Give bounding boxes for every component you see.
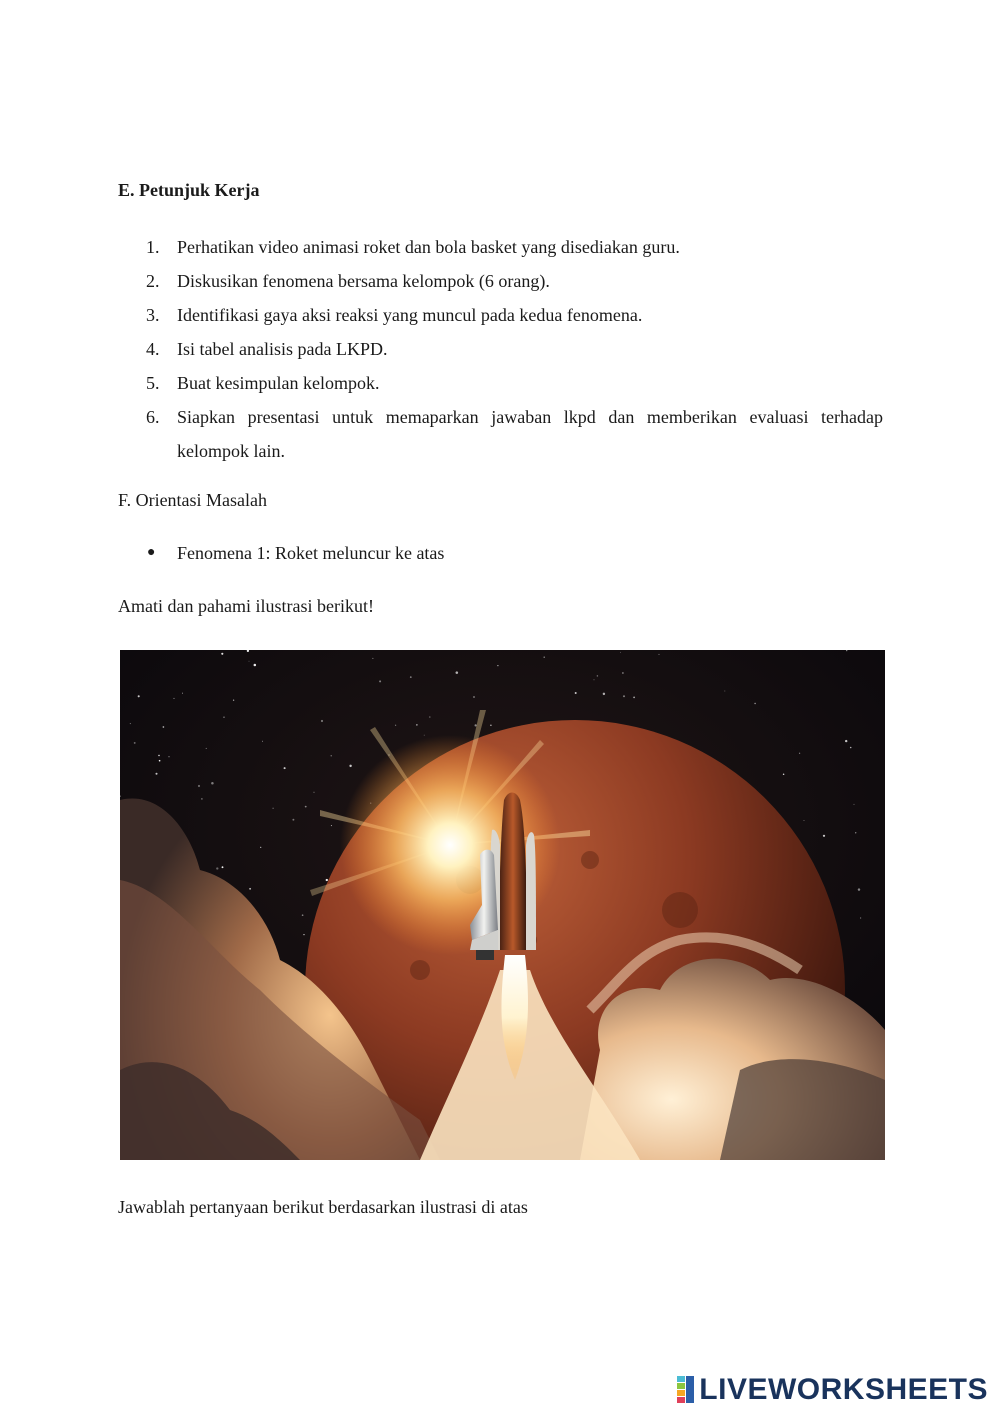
- rocket-launch-illustration: [120, 650, 885, 1160]
- star: [159, 760, 161, 762]
- list-item-text: Diskusikan fenomena bersama kelompok (6 orang).: [177, 271, 550, 291]
- section-heading-petunjuk-kerja: E. Petunjuk Kerja: [118, 180, 260, 200]
- star: [134, 742, 136, 744]
- star: [292, 819, 294, 821]
- liveworksheets-wordmark: LIVEWORKSHEETS: [699, 1373, 988, 1406]
- star: [854, 804, 855, 805]
- star: [284, 767, 286, 769]
- list-item: [118, 332, 883, 366]
- star: [850, 747, 852, 749]
- star: [303, 934, 304, 935]
- list-item-text: Identifikasi gaya aksi reaksi yang muncul pada kedua fenomena.: [177, 305, 643, 325]
- star: [249, 888, 251, 890]
- phenomena-list: [118, 540, 883, 566]
- star: [321, 720, 323, 722]
- section-heading-orientasi-masalah: F. Orientasi Masalah: [118, 490, 268, 510]
- star: [260, 847, 261, 848]
- star: [575, 692, 577, 694]
- rocket-launch-image: [120, 650, 885, 1160]
- star: [130, 723, 131, 724]
- star: [410, 676, 412, 678]
- star: [198, 785, 200, 787]
- star: [211, 782, 214, 785]
- star: [201, 798, 203, 800]
- star: [331, 825, 332, 826]
- star: [799, 753, 800, 754]
- star: [163, 726, 165, 728]
- list-item: [118, 400, 883, 468]
- bullet-icon: ●: [147, 545, 156, 560]
- star: [331, 755, 332, 756]
- star: [302, 914, 304, 916]
- star: [858, 888, 860, 890]
- star: [206, 748, 207, 749]
- star: [262, 741, 263, 742]
- star: [658, 654, 659, 655]
- star: [804, 820, 805, 821]
- star: [326, 879, 328, 881]
- star: [544, 657, 545, 658]
- star: [456, 671, 459, 674]
- star: [855, 832, 856, 833]
- star: [272, 808, 273, 809]
- star: [783, 774, 785, 776]
- star: [222, 866, 224, 868]
- star: [724, 690, 725, 691]
- star: [314, 792, 315, 793]
- list-number: 3.: [146, 305, 160, 325]
- list-number: 5.: [146, 373, 160, 393]
- star: [597, 675, 599, 677]
- star: [424, 735, 425, 736]
- star: [633, 697, 635, 699]
- star: [249, 661, 250, 662]
- star: [216, 867, 218, 869]
- liveworksheets-logo: [677, 1372, 988, 1408]
- liveworksheets-mark-icon: [677, 1376, 695, 1404]
- list-item: [118, 366, 883, 400]
- list-item-text: Perhatikan video animasi roket dan bola basket yang disediakan guru.: [177, 237, 680, 257]
- list-item-text: Isi tabel analisis pada LKPD.: [177, 339, 388, 359]
- star: [305, 806, 307, 808]
- list-item-text: Fenomena 1: Roket meluncur ke atas: [177, 543, 445, 563]
- list-item-text: Buat kesimpulan kelompok.: [177, 373, 380, 393]
- list-item: [118, 298, 883, 332]
- list-item: [118, 264, 883, 298]
- star: [233, 700, 234, 701]
- illustration-instruction: Amati dan pahami ilustrasi berikut!: [118, 596, 374, 616]
- star: [594, 679, 595, 680]
- list-number: 6.: [146, 407, 160, 427]
- star: [254, 664, 256, 667]
- star: [138, 695, 140, 697]
- star: [845, 740, 847, 742]
- star: [416, 724, 417, 725]
- work-instructions-list: [118, 230, 883, 468]
- star: [603, 693, 605, 695]
- star: [221, 653, 223, 655]
- list-number: 2.: [146, 271, 160, 291]
- star: [860, 917, 861, 918]
- star: [475, 724, 477, 726]
- star: [473, 696, 475, 698]
- star: [623, 695, 625, 697]
- list-item: [118, 540, 883, 566]
- star: [429, 716, 431, 718]
- star: [155, 773, 157, 775]
- star: [823, 835, 825, 837]
- list-number: 4.: [146, 339, 160, 359]
- star: [395, 725, 396, 726]
- star: [158, 755, 159, 756]
- star: [622, 672, 624, 674]
- star: [754, 703, 755, 704]
- star: [497, 665, 498, 666]
- star: [168, 756, 169, 757]
- star: [620, 652, 621, 653]
- question-intro-text: Jawablah pertanyaan berikut berdasarkan ilustrasi di atas: [118, 1197, 528, 1217]
- star: [182, 693, 183, 694]
- list-item: [118, 230, 883, 264]
- star: [372, 658, 373, 659]
- star: [490, 724, 492, 726]
- star: [174, 698, 175, 699]
- star: [349, 765, 351, 767]
- list-item-text: Siapkan presentasi untuk memaparkan jawaban lkpd dan memberikan evaluasi terhadap kelompok lain.: [177, 407, 883, 461]
- star: [223, 716, 225, 718]
- list-number: 1.: [146, 237, 160, 257]
- star: [379, 680, 381, 682]
